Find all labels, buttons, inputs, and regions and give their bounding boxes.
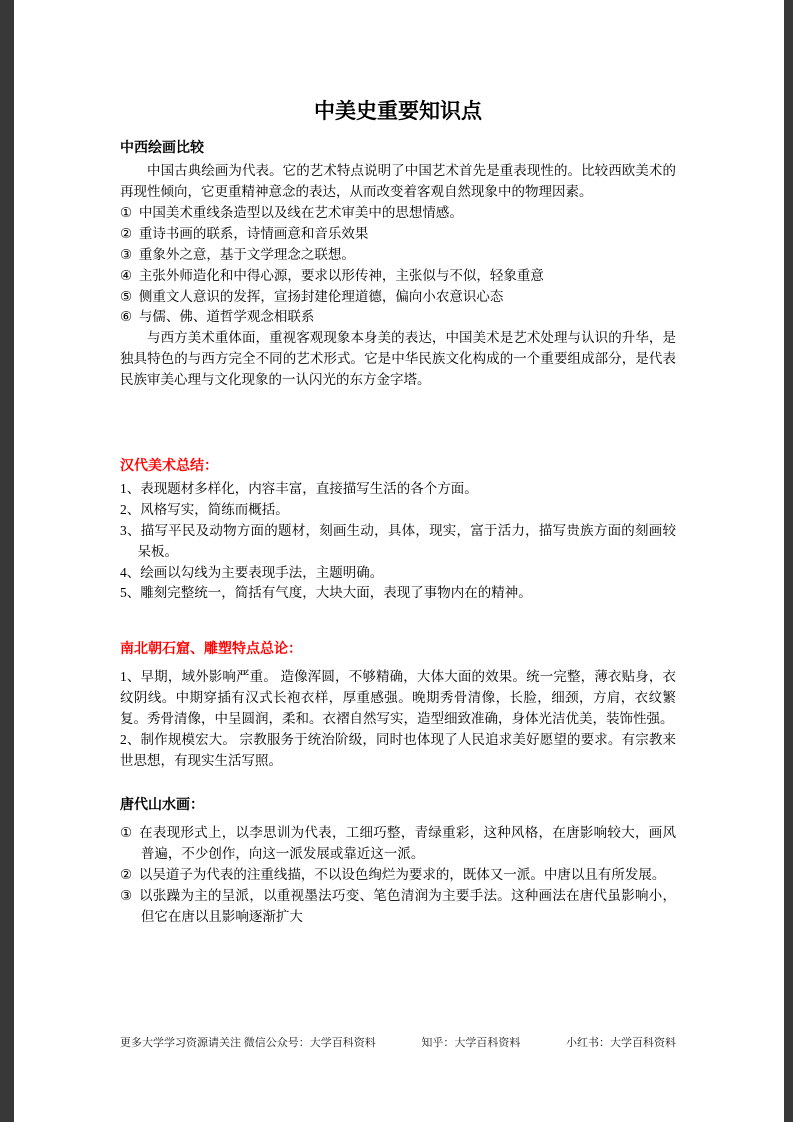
list-item — [120, 307, 676, 328]
circled-number-icon: ① — [120, 825, 133, 841]
section-han-heading: 汉代美术总结： — [120, 457, 218, 474]
list-item-text: 中国美术重线条造型以及线在艺术审美中的思想情感。 — [138, 204, 463, 220]
list-item-text: 以张躁为主的呈派，以重视墨法巧变、笔色清润为主要手法。这种画法在唐代虽影响小，但它在唐以且影响逐渐扩大 — [139, 888, 677, 925]
section-comparison — [120, 137, 676, 391]
list-item-text: 在表现形式上，以李思训为代表，工细巧整，青绿重彩，这种风格，在唐影响较大，画风普遍，不少创作，向这一派发展或靠近这一派。 — [139, 825, 677, 862]
numbered-item: 3、描写平民及动物方面的题材，刻画生动，具体，现实，富于活力，描写贵族方面的刻画较呆板。 — [120, 522, 676, 559]
comparison-outro-paragraph: 与西方美术重体面，重视客观现象本身美的表达，中国美术是艺术处理与认识的升华，是独具特色的与西方完全不同的艺术形式。它是中华民族文化构成的一个重要组成部分，是代表民族审美心理与文化现象的一认闪光的东方金字塔。 — [120, 330, 676, 388]
section-tang-heading: 唐代山水画： — [120, 795, 204, 812]
list-item-text: 以吴道子为代表的注重线描，不以设色绚烂为要求的，既体又一派。中唐以且有所发展。 — [138, 867, 666, 883]
footer-xiaohongshu-note: 小红书：大学百科资料 — [566, 1037, 676, 1049]
page-footer — [120, 1036, 676, 1051]
numbered-paragraph: 2、制作规模宏大。 宗教服务于统治阶级，同时也体现了人民追求美好愿望的要求。有宗教来世思想，有现实生活写照。 — [120, 731, 676, 768]
circled-number-icon: ③ — [120, 888, 133, 904]
list-item — [120, 865, 676, 886]
right-edge-bar — [784, 0, 793, 1122]
circled-number-icon: ④ — [120, 267, 133, 283]
left-edge-bar — [0, 0, 14, 1122]
list-item — [120, 266, 676, 287]
footer-wechat-note: 更多大学学习资源请关注 微信公众号：大学百科资料 — [120, 1037, 376, 1049]
circled-number-icon: ① — [120, 204, 133, 220]
comparison-intro-paragraph: 中国古典绘画为代表。它的艺术特点说明了中国艺术首先是重表现性的。比较西欧美术的再现性倾向，它更重精神意念的表达，从而改变着客观自然现象中的物理因素。 — [120, 162, 676, 199]
footer-zhihu-note: 知乎：大学百科资料 — [421, 1037, 521, 1049]
section-comparison-heading: 中西绘画比较 — [120, 139, 204, 156]
section-northern-southern — [120, 638, 676, 771]
circled-number-icon: ② — [120, 867, 133, 883]
numbered-item: 5、雕刻完整统一，简括有气度，大块大面，表现了事物内在的精神。 — [120, 585, 532, 601]
list-item-text: 重诗书画的联系，诗情画意和音乐效果 — [138, 225, 369, 241]
section-han-summary — [120, 455, 676, 604]
document-body — [120, 98, 676, 928]
numbered-item: 2、风格写实，简练而概括。 — [120, 501, 289, 517]
numbered-item: 1、表现题材多样化，内容丰富，直接描写生活的各个方面。 — [120, 480, 478, 496]
document-title: 中美史重要知识点 — [314, 100, 482, 123]
section-tang-landscape — [120, 794, 676, 928]
numbered-item: 4、绘画以勾线为主要表现手法，主题明确。 — [120, 564, 384, 580]
list-item — [120, 203, 676, 224]
section-northern-southern-heading: 南北朝石窟、雕塑特点总论： — [120, 640, 302, 657]
circled-number-icon: ⑥ — [120, 309, 133, 325]
list-item — [120, 886, 676, 928]
numbered-paragraph: 1、早期，域外影响严重。 造像浑圆，不够精确，大体大面的效果。统一完整，薄衣贴身，衣纹阴线。中期穿插有汉式长袍衣样，厚重感强。晚期秀骨清像，长脸，细颈，方肩，衣纹繁复。秀骨清像，中呈圆润，柔和。衣褶自然写实，造型细致准确，身体光洁优美，装饰性强。 — [120, 669, 676, 726]
list-item — [120, 287, 676, 308]
list-item — [120, 245, 676, 266]
list-item-text: 主张外师造化和中得心源，要求以形传神，主张似与不似，轻象重意 — [138, 267, 544, 283]
circled-number-icon: ⑤ — [120, 288, 133, 304]
circled-number-icon: ③ — [120, 246, 133, 262]
list-item-text: 重象外之意，基于文学理念之联想。 — [138, 246, 355, 262]
circled-number-icon: ② — [120, 225, 133, 241]
list-item-text: 侧重文人意识的发挥，宣扬封建伦理道德，偏向小农意识心态 — [138, 288, 504, 304]
list-item — [120, 224, 676, 245]
list-item-text: 与儒、佛、道哲学观念相联系 — [138, 309, 315, 325]
list-item — [120, 823, 676, 865]
